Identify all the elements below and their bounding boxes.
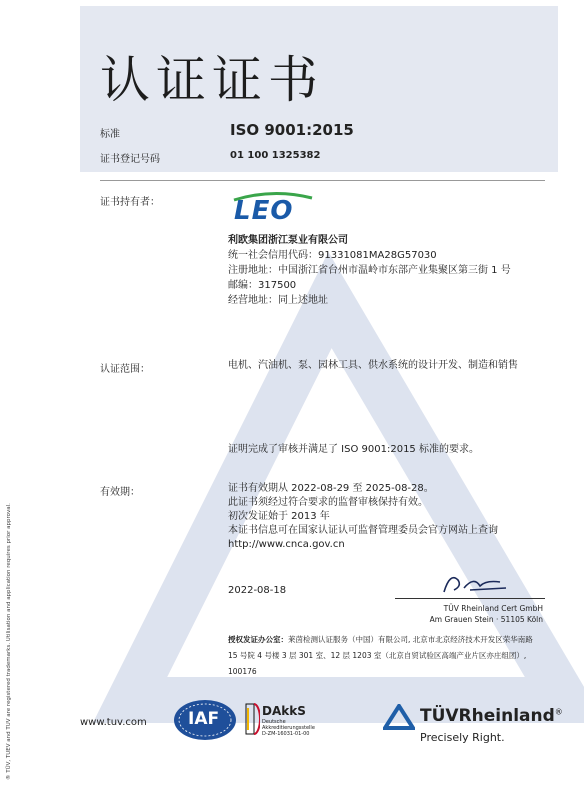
footer-url[interactable]: www.tuv.com — [80, 717, 147, 728]
authorized-office-text: 100176 — [228, 667, 257, 676]
standard-value: ISO 9001:2015 — [230, 121, 354, 139]
validity-line: 初次发证始于 2013 年 — [228, 511, 330, 522]
tuv-brand-name: TÜVRheinland — [420, 706, 555, 726]
tuv-triangle-icon — [383, 704, 415, 730]
leo-logo-text: LEO — [234, 196, 294, 226]
authorized-office-text: 15 号院 4 号楼 3 层 301 室、12 层 1203 室（北京自贸试验区高端产业片区亦庄组团）, — [228, 651, 527, 660]
registered-address: 注册地址：中国浙江省台州市温岭市东部产业集聚区第三街 1 号 — [228, 265, 511, 276]
page-title: 认证证书 — [100, 51, 324, 109]
authorized-office-label: 授权发证办公室： — [228, 635, 288, 644]
operating-address: 经营地址：同上述地址 — [228, 295, 328, 306]
signature-icon — [440, 570, 510, 598]
reg-number-value: 01 100 1325382 — [230, 150, 321, 161]
standard-label: 标准 — [100, 129, 120, 140]
validity-line: 此证书须经过符合要求的监督审核保持有效。 — [228, 497, 428, 508]
trademark-note: ® TÜV, TUEV and TUV are registered trademarks. Utilisation and application requires prior approval. — [6, 503, 12, 780]
tuv-tagline: Precisely Right. — [420, 731, 505, 744]
cnca-link[interactable]: http://www.cnca.gov.cn — [228, 539, 345, 550]
dakks-sub-line: Deutsche — [262, 719, 286, 725]
authorized-office-text: 莱茵检测认证服务（中国）有限公司, 北京市北京经济技术开发区荣华南路 — [288, 635, 533, 644]
validity-line: 证书有效期从 2022-08-29 至 2025-08-28。 — [228, 483, 434, 494]
leo-logo — [228, 190, 318, 232]
company-name: 利欧集团浙江泵业有限公司 — [228, 235, 348, 246]
postcode: 邮编：317500 — [228, 280, 297, 291]
tuv-registered-mark: ® — [554, 707, 563, 717]
issuer-name: TÜV Rheinland Cert GmbH — [443, 604, 543, 613]
validity-line: 本证书信息可在国家认证认可监督管理委员会官方网站上查询 — [228, 525, 498, 536]
divider-top — [100, 180, 545, 181]
scope-value: 电机、汽油机、泵、园林工具、供水系统的设计开发、制造和销售 — [228, 360, 518, 371]
reg-number-label: 证书登记号码 — [100, 154, 160, 165]
issuer-address: Am Grauen Stein · 51105 Köln — [429, 615, 543, 624]
iaf-logo-text: IAF — [188, 709, 220, 729]
holder-label: 证书持有者： — [100, 197, 160, 208]
credit-code: 统一社会信用代码：91331081MA28G57030 — [228, 250, 437, 261]
dakks-sub-line: Akkreditierungsstelle — [262, 725, 315, 731]
dakks-sub-line: D-ZM-16031-01-00 — [262, 731, 310, 737]
issue-date: 2022-08-18 — [228, 585, 287, 596]
validity-label: 有效期： — [100, 487, 140, 498]
dakks-flag-icon — [244, 702, 260, 736]
dakks-text: DAkkS — [262, 704, 306, 718]
signature-line — [395, 598, 545, 599]
compliance-statement: 证明完成了审核并满足了 ISO 9001:2015 标准的要求。 — [228, 444, 479, 455]
scope-label: 认证范围： — [100, 364, 150, 375]
